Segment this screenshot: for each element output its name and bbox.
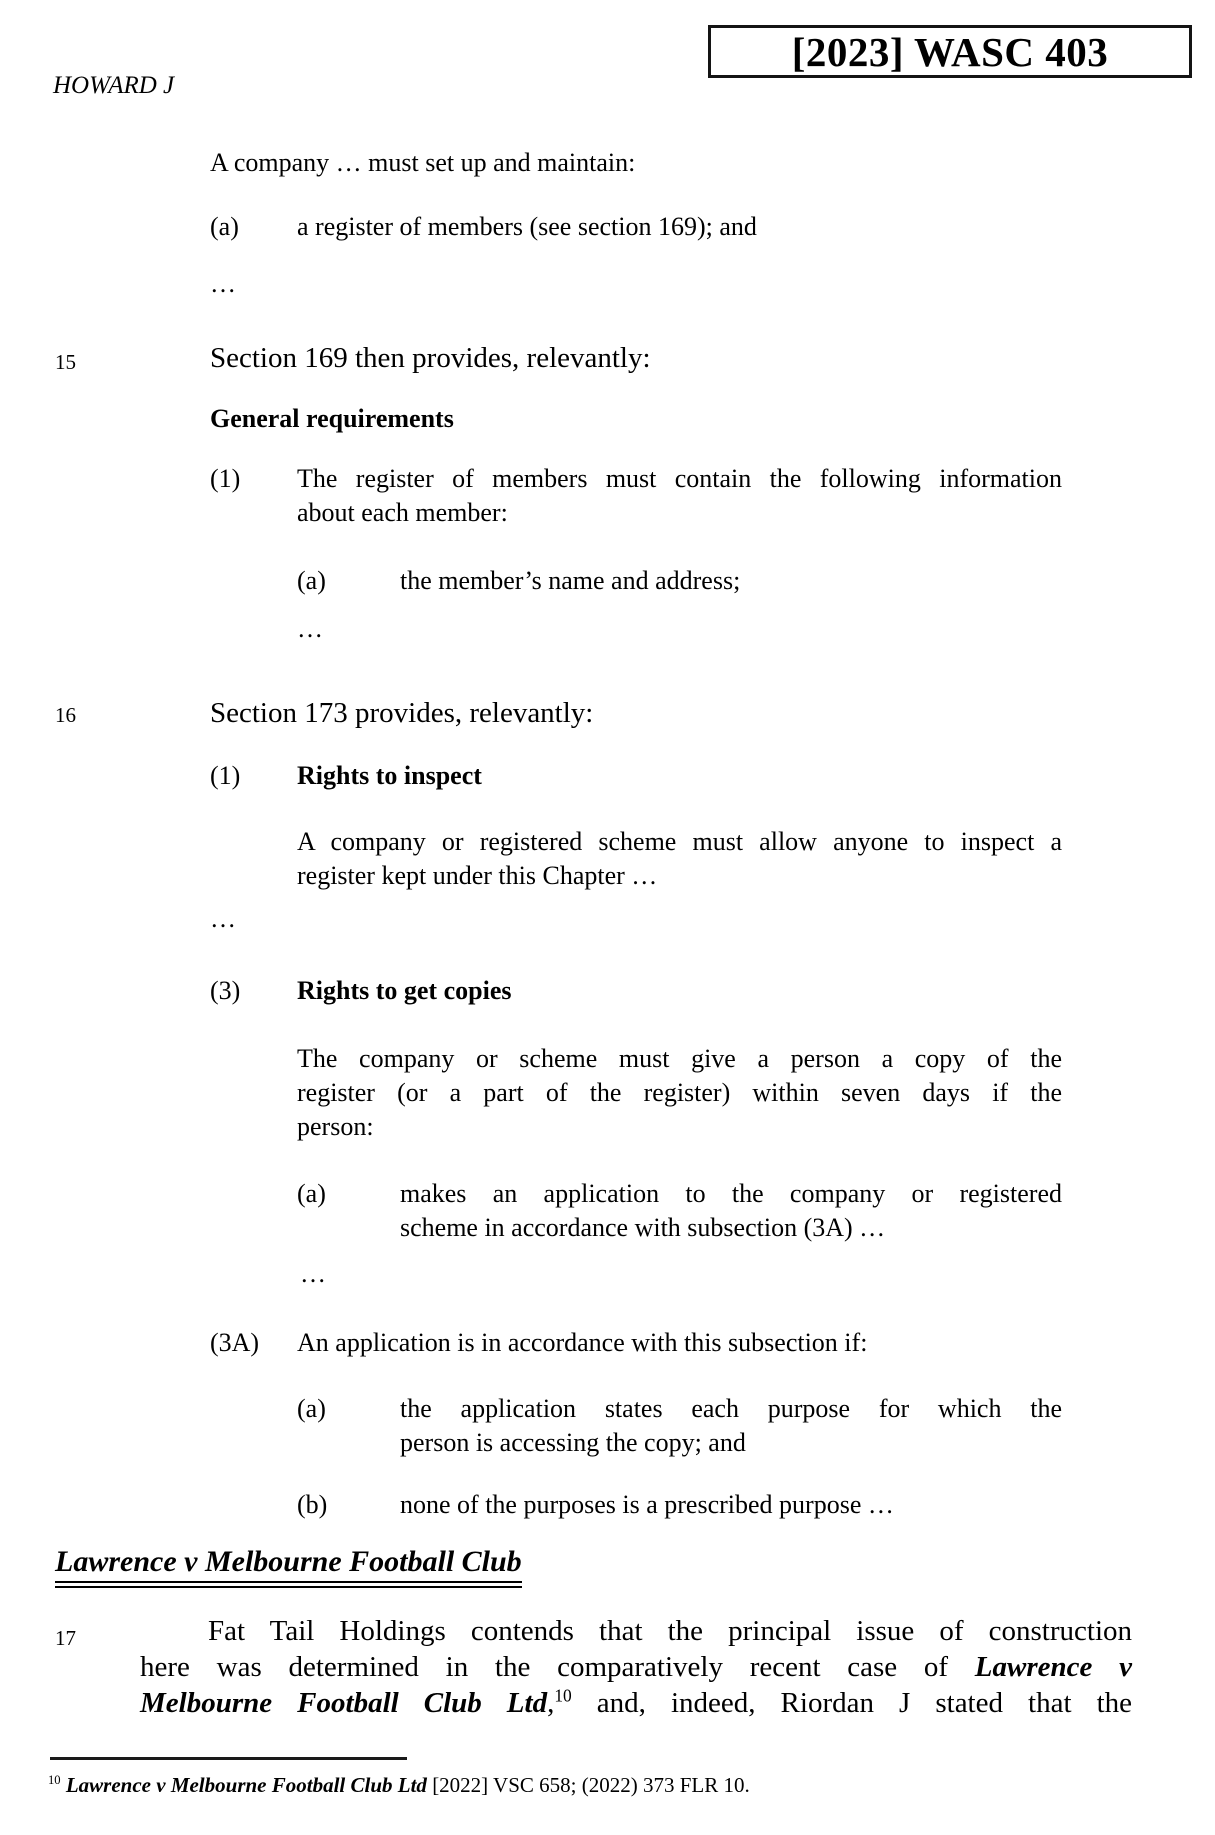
- s173-item3Aa-line2: person is accessing the copy; and: [400, 1428, 746, 1457]
- s173-item3Aa-line1: the application states each purpose for which the: [400, 1394, 1062, 1423]
- s173-item3-line3: person:: [297, 1112, 374, 1141]
- para17-footnote-ref: 10: [554, 1685, 572, 1706]
- para16-text: Section 173 provides, relevantly:: [210, 697, 594, 729]
- s169-item1-line1: The register of members must contain the following information: [297, 464, 1062, 493]
- s173-item1-heading: Rights to inspect: [297, 761, 482, 790]
- s173-item3a-label: (a): [297, 1179, 326, 1208]
- para17-line2-seg1: here was determined in the comparatively recent case of: [140, 1651, 975, 1683]
- para15-number: 15: [55, 350, 76, 374]
- s173-item3-text: [297, 1042, 1062, 1144]
- s173-item3Ab-text: none of the purposes is a prescribed purpose …: [400, 1490, 894, 1519]
- para15-text: Section 169 then provides, relevantly:: [210, 342, 651, 374]
- s173-item3Ab-label: (b): [297, 1490, 328, 1519]
- footnote-ref-number: 10: [48, 1773, 61, 1787]
- s169-heading: General requirements: [210, 404, 454, 433]
- footnote-case-name: Lawrence v Melbourne Football Club Ltd: [65, 1773, 427, 1797]
- citation-number: [2023] WASC 403: [791, 28, 1109, 75]
- footnote-separator: [50, 1757, 407, 1760]
- s169-item1-text: [297, 462, 1062, 530]
- footnote: [48, 1772, 1168, 1799]
- para16-number: 16: [55, 703, 76, 727]
- para17-number: 17: [55, 1626, 76, 1650]
- s173-item1-line2: register kept under this Chapter …: [297, 861, 658, 890]
- s173-item3A-text: An application is in accordance with this subsection if:: [297, 1328, 868, 1357]
- s173-item3-line2: register (or a part of the register) within seven days if the: [297, 1078, 1062, 1107]
- para17-line3-comma: ,: [547, 1687, 555, 1719]
- s173-item1-text: [297, 825, 1062, 893]
- s173-ellipsis-2: …: [300, 1259, 331, 1288]
- s173-item3Aa-label: (a): [297, 1394, 326, 1423]
- s169-ellipsis: …: [297, 614, 328, 643]
- s173-item3Aa-text: [400, 1392, 1062, 1460]
- s169-item1-label: (1): [210, 464, 241, 493]
- s169-item1a-text: the member’s name and address;: [400, 566, 741, 595]
- para17-line3: [140, 1685, 1132, 1721]
- citation-box: [708, 25, 1192, 78]
- para17-text: [140, 1613, 1132, 1721]
- s173-item1-label: (1): [210, 761, 241, 790]
- s173-item3A-label: (3A): [210, 1328, 260, 1357]
- s173-item3a-line2: scheme in accordance with subsection (3A) …: [400, 1213, 886, 1242]
- para17-line3-seg2: and, indeed, Riordan J stated that the: [571, 1687, 1132, 1719]
- para17-line3-case-name: Melbourne Football Club Ltd: [140, 1687, 548, 1719]
- para17-line1: Fat Tail Holdings contends that the principal issue of construction: [208, 1615, 1132, 1647]
- s173-ellipsis-1: …: [210, 904, 241, 933]
- judge-name: HOWARD J: [53, 72, 175, 99]
- footnote-citation-text: [2022] VSC 658; (2022) 373 FLR 10.: [426, 1773, 750, 1797]
- s173-item3a-line1: makes an application to the company or registered: [400, 1179, 1062, 1208]
- s173-item3-line1: The company or scheme must give a person a copy of the: [297, 1044, 1062, 1073]
- s169-item1-line2: about each member:: [297, 498, 508, 527]
- section-heading: [55, 1545, 522, 1588]
- s173-item3-label: (3): [210, 976, 241, 1005]
- quote1-intro: A company … must set up and maintain:: [210, 148, 636, 177]
- s173-item3a-text: [400, 1177, 1062, 1245]
- s173-item1-line1: A company or registered scheme must allow anyone to inspect a: [297, 827, 1062, 856]
- s169-item1a-label: (a): [297, 566, 326, 595]
- para17-line2: [140, 1649, 1132, 1685]
- quote1-item-a-label: (a): [210, 212, 239, 241]
- s173-item3-heading: Rights to get copies: [297, 976, 512, 1005]
- quote1-item-a-text: a register of members (see section 169); and: [297, 212, 757, 241]
- quote1-ellipsis: …: [210, 269, 241, 298]
- para17-line2-case-name: Lawrence v: [974, 1651, 1132, 1683]
- section-heading-text: Lawrence v Melbourne Football Club: [55, 1545, 522, 1588]
